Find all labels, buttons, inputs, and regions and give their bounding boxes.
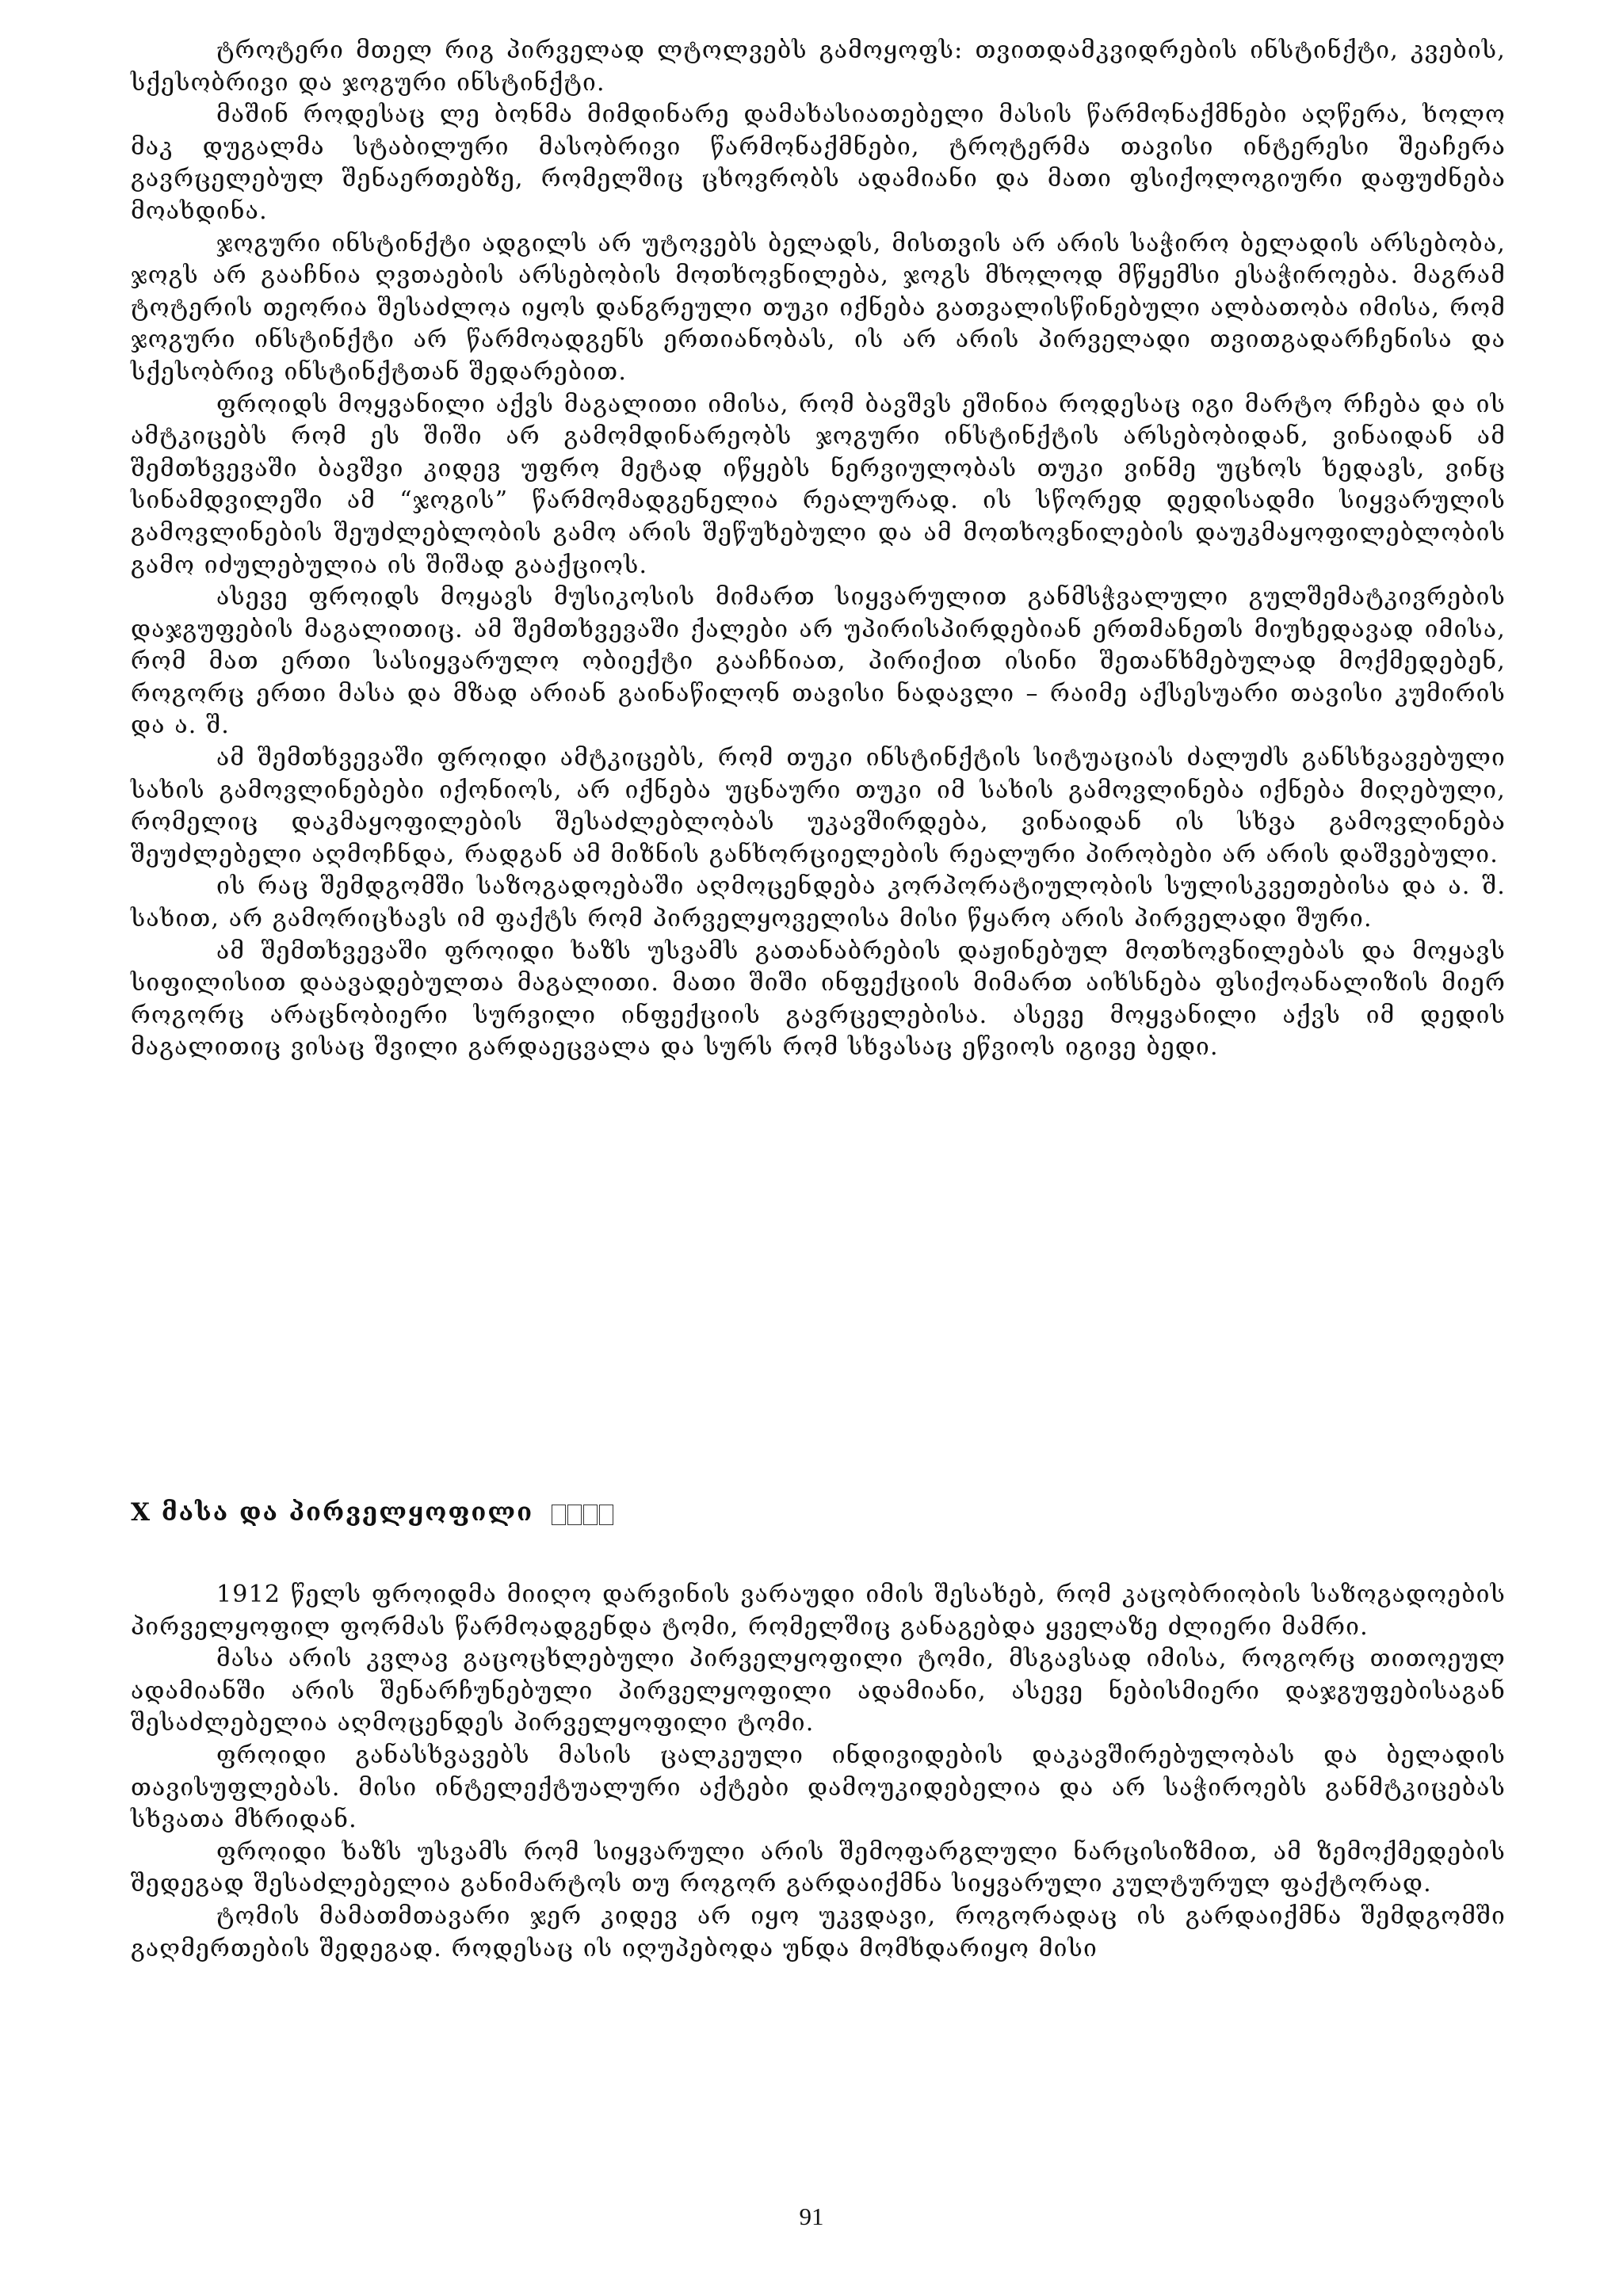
paragraph: ამ შემთხვევაში ფროიდი ამტკიცებს, რომ თუკი ინსტინქტის სიტუაციას ძალუძს განსხვავებული სახის გამოვლინებები იქონიოს, არ იქნება უცნაური თუკი იმ სახის გამოვლინება იქნება მიღებული, რომელიც დაკმაყოფილების შესაძლებლობას უკავშირდება, ვინაიდან ის სხვა გამოვლინება შეუძლებელი აღმოჩნდა, რადგან ამ მიზნის განხორციელების რეალური პირობები არ არის დაშვებული.: [131, 744, 1506, 868]
body-text-section-2: [131, 1579, 1506, 1965]
paragraph: ჯოგური ინსტინქტი ადგილს არ უტოვებს ბელადს, მისთვის არ არის საჭირო ბელადის არსებობა, ჯოგს არ გააჩნია ღვთაების არსებობის მოთხოვნილება, ჯოგს მხოლოდ მწყემსი ესაჭიროება. მაგრამ ტოტერის თეორია შესაძლოა იყოს დანგრეული თუკი იქნება გათვალისწინებული ალბათობა იმისა, რომ ჯოგური ინსტინქტი არ წარმოადგენს ერთიანობას, ის არ არის პირველადი თვითგადარჩენისა და სქესობრივ ინსტინქტთან შედარებით.: [131, 229, 1506, 386]
paragraph: ფროიდი ხაზს უსვამს რომ სიყვარული არის შემოფარგლული ნარცისიზმით, ამ ზემოქმედების შედეგად შესაძლებელია განიმარტოს თუ როგორ გარდაიქმნა სიყვარული კულტურულ ფაქტორად.: [131, 1837, 1506, 1898]
page-number: 91: [799, 2203, 824, 2230]
paragraph: მასა არის კვლავ გაცოცხლებული პირველყოფილი ტომი, მსგავსად იმისა, როგორც თითოეულ ადამიანში არის შენარჩუნებული პირველყოფილი ადამიანი, ასევე ნებისმიერი დაჯგუფებისაგან შესაძლებელია აღმოცენდეს პირველყოფილი ტომი.: [131, 1645, 1506, 1737]
body-text-section-1: [131, 35, 1506, 1064]
paragraph: ფროიდი განასხვავებს მასის ცალკეული ინდივიდების დაკავშირებულობას და ბელადის თავისუფლებას. მისი ინტელექტუალური აქტები დამოუკიდებელია და არ საჭიროებს განმტკიცებას სხვათა მხრიდან.: [131, 1741, 1506, 1834]
paragraph: 1912 წელს ფროიდმა მიიღო დარვინის ვარაუდი იმის შესახებ, რომ კაცობრიობის საზოგადოების პირველყოფილ ფორმას წარმოადგენდა ტომი, რომელშიც განაგებდა ყველაზე ძლიერი მამრი.: [131, 1581, 1506, 1641]
paragraph: ამ შემთხვევაში ფროიდი ხაზს უსვამს გათანაბრების დაჟინებულ მოთხოვნილებას და მოყავს სიფილისით დაავადებულთა მაგალითი. მათი შიში ინფექციის მიმართ აიხსნება ფსიქოანალიზის მიერ როგორც არაცნობიერი სურვილი ინფექციის გავრცელებისა. ასევე მოყვანილი აქვს იმ დედის მაგალითიც ვისაც შვილი გარდაეცვალა და სურს რომ სხვასაც ეწვიოს იგივე ბედი.: [131, 936, 1506, 1062]
paragraph: ტროტერი მთელ რიგ პირველად ლტოლვებს გამოყოფს: თვითდამკვიდრების ინსტინქტი, კვების, სქესობრივი და ჯოგური ინსტინქტი.: [131, 36, 1506, 97]
paragraph: ფროიდს მოყვანილი აქვს მაგალითი იმისა, რომ ბავშვს ეშინია როდესაც იგი მარტო რჩება და ის ამტკიცებს რომ ეს შიში არ გამომდინარეობს ჯოგური ინსტინქტის არსებობიდან, ვინაიდან ამ შემთხვევაში ბავშვი კიდევ უფრო მეტად იწყებს ნერვიულობას თუკი ვინმე უცხოს ხედავს, ვინც სინამდვილეში ამ “ჯოგის” წარმომადგენელია რეალურად. ის სწორედ დედისადმი სიყვარულის გამოვლინების შეუძლებლობის გამო არის შეწუხებული და ამ მოთხოვნილების დაუკმაყოფილებლობის გამო იძულებულია ის შიშად გააქციოს.: [131, 390, 1506, 579]
section-heading: [131, 1496, 1506, 1531]
paragraph: ასევე ფროიდს მოყავს მუსიკოსის მიმართ სიყვარულით განმსჭვალული გულშემატკივრების დაჯგუფების მაგალითიც. ამ შემთხვევაში ქალები არ უპირისპირდებიან ერთმანეთს მიუხედავად იმისა, რომ მათ ერთი სასიყვარულო ობიექტი გააჩნიათ, პირიქით ისინი შეთანხმებულად მოქმედებენ, როგორც ერთი მასა და მზად არიან გაინაწილონ თავისი ნადავლი – რაიმე აქსესუარი თავისი კუმირის და ა. შ.: [131, 583, 1506, 740]
paragraph: ის რაც შემდგომში საზოგადოებაში აღმოცენდება კორპორატიულობის სულისკვეთებისა და ა. შ. სახით, არ გამორიცხავს იმ ფაქტს რომ პირველყოველისა მისი წყარო არის პირველადი შური.: [131, 872, 1506, 933]
unrendered-glyph-boxes-icon: [552, 1497, 615, 1531]
paragraph: ტომის მამათმთავარი ჯერ კიდევ არ იყო უკვდავი, როგორადაც ის გარდაიქმნა შემდგომში გაღმერთების შედეგად. როდესაც ის იღუპებოდა უნდა მომხდარიყო მისი: [131, 1901, 1506, 1962]
paragraph: მაშინ როდესაც ლე ბონმა მიმდინარე დამახასიათებელი მასის წარმონაქმნები აღწერა, ხოლო მაკ დუგალმა სტაბილური მასობრივი წარმონაქმნები, ტროტერმა თავისი ინტერესი შეაჩერა გავრცელებულ შენაერთებზე, რომელშიც ცხოვრობს ადამიანი და მათი ფსიქოლოგიური დაფუძნება მოახდინა.: [131, 101, 1506, 225]
section-heading-text: X მასა და პირველყოფილი: [131, 1498, 534, 1527]
